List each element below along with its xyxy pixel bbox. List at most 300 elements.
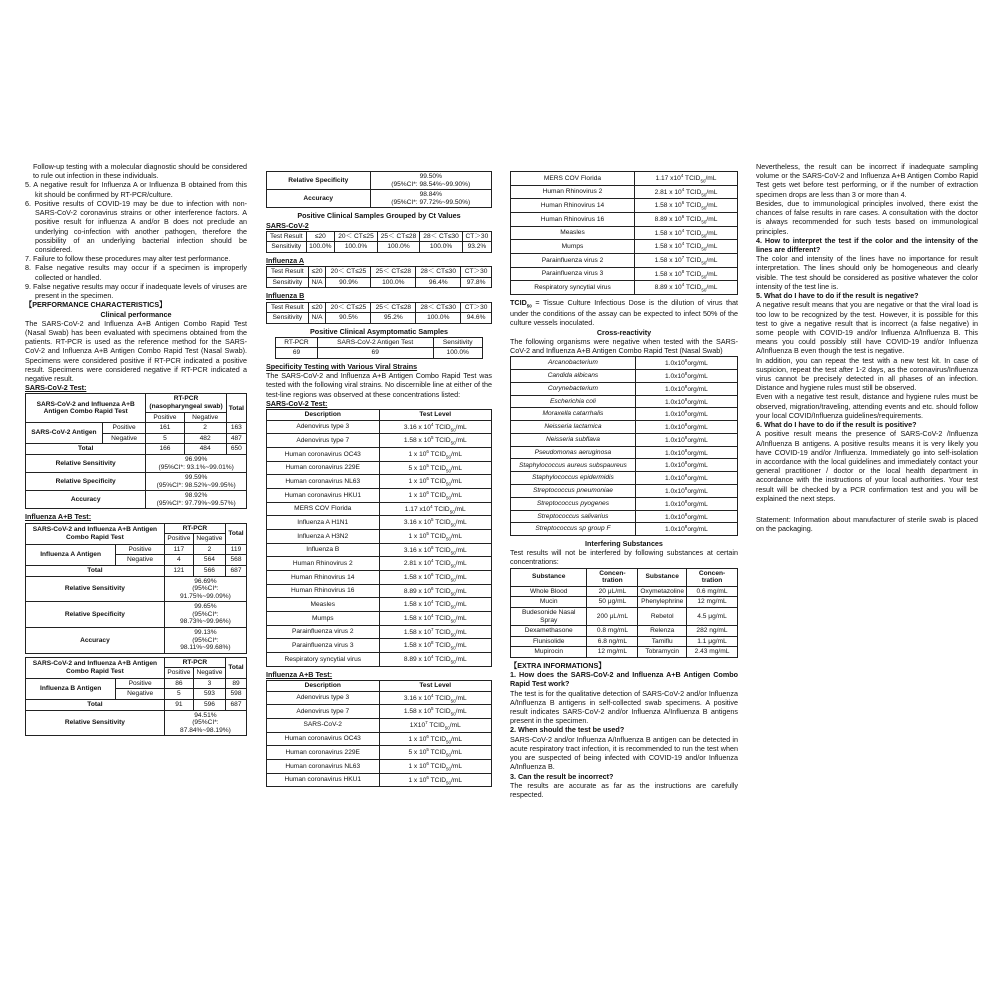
level-part: 1.0x10 (664, 449, 685, 457)
answer: Besides, due to immunological principles involved, there exist the chances of false results in rare cases. A consultation with the doctor is always recommended for such tests based on immunological principles. (756, 198, 978, 236)
level-part: 1.0x10 (664, 462, 685, 470)
level-cell (634, 199, 737, 213)
table-row (267, 461, 492, 475)
level-part: TCID (684, 243, 702, 251)
cell: 161 (146, 423, 184, 434)
level-cell (379, 773, 492, 787)
level-part: 50 (449, 509, 455, 515)
level-part: /mL (455, 708, 467, 716)
description-cell: Human Rhinovirus 2 (511, 185, 635, 199)
cell: 96.4% (416, 277, 461, 288)
level-part: 50 (701, 205, 707, 211)
level-part: 6 (426, 760, 429, 766)
level-part: 1.58 x 10 (403, 708, 431, 716)
level-part: org/mL (687, 462, 708, 470)
cell: 6.8 ng/mL (587, 636, 638, 647)
level-cell (635, 472, 737, 485)
table-header: 20＜ CT≤25 (335, 231, 378, 242)
level-part: /mL (455, 656, 467, 664)
level-part: 1 x 10 (408, 776, 427, 784)
tcid-note (510, 298, 738, 328)
cell: 121 (164, 565, 193, 576)
table-header: Substance (511, 568, 587, 586)
level-part: TCID (433, 560, 451, 568)
level-part: 8 (684, 434, 688, 440)
level-part: TCID (684, 229, 702, 237)
interfering-substances-table (510, 568, 738, 658)
organism-cell: Candida albicans (511, 370, 636, 383)
ci: (95%CI*: 98.11%~99.68%) (180, 636, 231, 652)
level-part: /mL (706, 284, 718, 292)
level-part: TCID (427, 722, 445, 730)
flub-performance-table (25, 657, 247, 737)
level-part: 4 (431, 558, 434, 564)
cell: Budesonide Nasal Spray (511, 608, 587, 626)
level-part: 1.0x10 (664, 513, 685, 521)
table-row (267, 612, 492, 626)
para: The SARS-CoV-2 and Influenza A+B Antigen Combo Rapid Test (Nasal Swab) has been evaluated with specimens obtained from the patients. RT-PCR is used as the reference method for the SARS-CoV-2 and Influenza A+B Antigen Combo Rapid Test (Nasal Swab). Specimens were considered positive if RT-PCR indicated a positive result. Specimens were considered negative if RT-PCR indicated a negative result. (25, 318, 247, 384)
table-header: Test Result (267, 231, 307, 242)
row-label: Relative Specificity (26, 602, 165, 628)
row-label: Accuracy (267, 190, 371, 208)
table-row (511, 408, 738, 421)
level-part: TCID (428, 776, 447, 784)
level-part: TCID (683, 175, 701, 183)
level-cell (379, 598, 492, 612)
cell: 487 (226, 433, 246, 444)
table-header: 28＜ CT≤30 (416, 267, 461, 278)
answer: SARS-CoV-2 and/or Influenza A/Influenza B antigen can be detected in acute respiratory tract infection, it is recommended to run the test when you are suspected of being infected with COVID-19 and/or Influenza A/Influenza B. (510, 734, 738, 772)
organism-cell: Streptococcus salivarius (511, 510, 636, 523)
level-part: 1 x 10 (408, 451, 427, 459)
cell: Dexamethasone (511, 626, 587, 637)
table-row (267, 571, 492, 585)
level-part: TCID (428, 451, 447, 459)
cell: 3 (193, 678, 225, 689)
level-part: 4 (431, 692, 434, 698)
table-title: Influenza A+B Test: (266, 669, 333, 679)
level-part: /mL (706, 243, 718, 251)
table-row (511, 608, 738, 626)
level-cell (634, 213, 737, 227)
level-part: TCID (433, 437, 451, 445)
level-part: 1X10 (409, 722, 426, 730)
row-label: Influenza B Antigen (26, 678, 116, 699)
organism-cell: Staphylococcus epidermidis (511, 472, 636, 485)
level-part: 50 (450, 427, 456, 433)
description-cell: Parainfluenza virus 3 (511, 267, 635, 281)
description-cell: Human coronavirus NL63 (267, 759, 380, 773)
level-part: /mL (455, 615, 467, 623)
level-part: /mL (451, 464, 463, 472)
para: Test results will not be interfered by following substances at certain concentrations: (510, 548, 738, 567)
cell: Negative (116, 555, 165, 566)
table-row (267, 598, 492, 612)
cell: Positive (116, 678, 164, 689)
level-part: org/mL (687, 500, 708, 508)
level-part: 2.81 x 10 (403, 560, 431, 568)
ct-sars-table (266, 231, 492, 253)
description-cell: Influenza B (267, 543, 380, 557)
level-part: 8 (681, 268, 685, 274)
level-part: 6 (426, 476, 429, 482)
table-row (267, 718, 492, 732)
cell: Sensitivity (267, 313, 309, 324)
table-header: 20＜ CT≤25 (326, 267, 371, 278)
value: 99.13% (194, 628, 217, 636)
cell: Negative (116, 689, 164, 700)
question: 4. How to interpret the test if the color and the intensity of the lines are different? (756, 235, 978, 254)
level-part: 8 (684, 422, 688, 428)
level-part: /mL (455, 423, 467, 431)
description-cell: Human Rhinovirus 2 (267, 557, 380, 571)
table-header: SARS-CoV-2 and Influenza A+B Antigen Combo Rapid Test (26, 523, 165, 544)
level-part: TCID (428, 735, 447, 743)
value: 99.50% (419, 173, 442, 180)
table-header: Total (226, 657, 247, 678)
level-part: /mL (455, 519, 467, 527)
level-cell (379, 571, 492, 585)
asymptomatic-table (275, 337, 483, 359)
level-part: TCID (684, 257, 702, 265)
description-cell: Human Rhinovirus 16 (267, 584, 380, 598)
level-part: /mL (451, 776, 463, 784)
level-part: /mL (455, 587, 467, 595)
level-part: 50 (446, 536, 452, 542)
table-header: Test Result (267, 302, 309, 313)
description-cell: Measles (511, 226, 635, 240)
table-row (267, 759, 492, 773)
cell: Flunisolide (511, 636, 587, 647)
list-item: 5. A negative result for Influenza A or Influenza B obtained from this kit should be confirmed by RT-PCR/culture. (25, 180, 247, 199)
level-part: 3.16 x 10 (403, 519, 431, 527)
level-part: 1.0x10 (664, 398, 685, 406)
level-cell (379, 420, 492, 434)
organism-cell: Escherichia coli (511, 395, 636, 408)
level-part: 7 (425, 719, 428, 725)
cell: 598 (226, 689, 247, 700)
table-title: SARS-CoV-2 (266, 220, 309, 230)
table-row (511, 382, 738, 395)
level-part: 5 (426, 531, 429, 537)
level-part: /mL (455, 642, 467, 650)
table-header: Concen-tration (587, 568, 638, 586)
level-cell (379, 705, 492, 719)
table-row (267, 502, 492, 516)
table-row (511, 281, 738, 295)
value: 94.51% (194, 711, 217, 719)
level-cell (634, 172, 737, 186)
level-part: org/mL (687, 513, 708, 521)
description-cell: SARS-CoV-2 (267, 718, 380, 732)
cell: 650 (226, 444, 246, 455)
tcid-desc: = Tissue Culture Infectious Dose is the dilution of virus that under the conditions of the assay can be expected to infect 50% of the culture vessels inoculated. (510, 298, 738, 328)
level-part: 1.58 x 10 (654, 229, 682, 237)
level-part: TCID (428, 533, 447, 541)
level-part: TCID (433, 628, 451, 636)
level-part: TCID (428, 749, 447, 757)
table-header: ≤20 (306, 231, 335, 242)
level-cell (379, 475, 492, 489)
level-part: /mL (451, 478, 463, 486)
cell: 97.8% (461, 277, 492, 288)
level-part: 7 (681, 255, 685, 261)
level-part: 50 (450, 645, 456, 651)
description-cell: Human coronavirus HKU1 (267, 773, 380, 787)
level-part: org/mL (687, 411, 708, 419)
level-cell (379, 746, 492, 760)
level-part: /mL (706, 188, 718, 196)
level-part: TCID (432, 505, 450, 513)
level-part: 1.58 x 10 (654, 270, 682, 278)
cell: 89 (226, 678, 247, 689)
level-part: 4 (431, 613, 434, 619)
cell: 50 μg/mL (587, 597, 638, 608)
table-header: SARS-CoV-2 and Influenza A+B Antigen Combo Rapid Test (26, 657, 165, 678)
level-part: 8 (684, 460, 688, 466)
level-part: 2.81 x 10 (654, 188, 682, 196)
table-row (267, 420, 492, 434)
cell: 90.9% (326, 277, 371, 288)
level-part: 3.16 x 10 (403, 694, 431, 702)
table-header: Positive (164, 534, 193, 545)
level-part: 50 (446, 739, 452, 745)
level-cell (379, 718, 492, 732)
description-cell: Human coronavirus OC43 (267, 448, 380, 462)
level-part: 50 (701, 219, 707, 225)
table-row (511, 254, 738, 268)
table-header: Description (267, 410, 380, 421)
table-row (511, 267, 738, 281)
level-part: 4 (680, 173, 684, 178)
table-row (267, 557, 492, 571)
cell: 100.0% (377, 242, 420, 253)
statement: Statement: Information about manufacturer of sterile swab is placed on the packaging. (756, 515, 978, 534)
level-part: 50 (450, 440, 456, 446)
table-row (511, 199, 738, 213)
question: 5. What do I have to do if the result is negative? (756, 291, 919, 301)
level-part: 1 x 10 (408, 478, 427, 486)
level-part: /mL (706, 270, 718, 278)
level-part: 1.58 x 10 (403, 437, 431, 445)
list-item: 9. False negative results may occur if inadequate levels of viruses are present in the specimen. (25, 281, 247, 301)
organism-cell: Arcanobacterium (511, 357, 636, 370)
level-part: 7 (431, 626, 434, 632)
level-part: 8 (684, 409, 688, 415)
cell: 93.2% (462, 242, 491, 253)
organism-cell: Streptococcus pneumoniae (511, 484, 636, 497)
table-row (511, 240, 738, 254)
level-part: 50 (701, 260, 707, 266)
level-cell (379, 653, 492, 667)
level-part: 50 (450, 591, 456, 597)
level-part: TCID (433, 708, 451, 716)
cell: 163 (226, 423, 246, 434)
level-part: TCID (428, 464, 447, 472)
level-part: 6 (681, 214, 685, 220)
level-part: /mL (455, 694, 467, 702)
level-part: 8.89 x 10 (654, 284, 682, 292)
cell: N/A (308, 313, 326, 324)
cell: 566 (193, 565, 225, 576)
cell: 100.0% (420, 242, 463, 253)
cell: 2 (184, 423, 226, 434)
level-part: 1.58 x 10 (403, 642, 431, 650)
level-cell (379, 543, 492, 557)
cell: 593 (193, 689, 225, 700)
cell: Rebetol (638, 608, 687, 626)
level-part: org/mL (687, 373, 708, 381)
value: 96.69% (194, 577, 217, 585)
level-part: 4 (431, 421, 434, 427)
table-row (267, 705, 492, 719)
cell: Tamiflu (638, 636, 687, 647)
table-header: Negative (193, 668, 225, 679)
level-part: 1.0x10 (664, 488, 685, 496)
level-part: TCID (684, 202, 702, 210)
cell: 4 (164, 555, 193, 566)
level-part: TCID (433, 574, 451, 582)
cell: 12 mg/mL (687, 597, 738, 608)
description-cell: Adenovirus type 3 (267, 691, 380, 705)
para: The SARS-CoV-2 and Influenza A+B Antigen Combo Rapid Test was tested with the following viral strains. No discernible line at either of the test-line regions was observed at these concentrations listed: (266, 371, 492, 399)
level-part: /mL (451, 533, 463, 541)
level-part: 6 (681, 200, 685, 206)
row-label: Accuracy (26, 627, 165, 653)
table-row (511, 626, 738, 637)
level-part: 3.16 x 10 (403, 546, 431, 554)
level-part: 8.89 x 10 (654, 216, 682, 224)
cell: 1.1 μg/mL (687, 636, 738, 647)
cell: 100.0% (433, 348, 482, 359)
level-part: TCID (433, 546, 451, 554)
ci: (95%CI*: 98.73%~99.96%) (180, 610, 231, 626)
level-part: 5 (426, 462, 429, 468)
table-row (511, 446, 738, 459)
description-cell: Human Rhinovirus 16 (511, 213, 635, 227)
level-part: 4 (681, 227, 685, 233)
flub-spec-table (266, 171, 492, 208)
level-part: TCID (428, 492, 447, 500)
level-part: /mL (451, 749, 463, 757)
table-title: SARS-CoV-2 Test: (25, 383, 87, 393)
level-part: /mL (455, 628, 467, 636)
answer: The test is for the qualitative detection of SARS-CoV-2 and/or Influenza A/Influenza B antigens in self-collected swab specimens. A positive result indicates SARS-CoV-2 and/or Influenza A/Influenza B antigens present in the specimen. (510, 688, 738, 726)
level-part: org/mL (687, 386, 708, 394)
organism-cell: Staphylococcus aureus subspaureus (511, 459, 636, 472)
answer: The results are accurate as far as the instructions are carefully respected. (510, 780, 738, 799)
level-part: 50 (701, 246, 707, 252)
cell: 4.5 μg/mL (687, 608, 738, 626)
level-part: 50 (450, 604, 456, 610)
table-header: SARS-CoV-2 and Influenza A+B Antigen Combo Rapid Test (26, 394, 146, 423)
list-item: 8. False negative results may occur if a specimen is improperly collected or handled. (25, 263, 247, 282)
row-label: Relative Specificity (267, 172, 371, 190)
cell: Sensitivity (267, 242, 307, 253)
level-part: 50 (446, 495, 452, 501)
description-cell: Human coronavirus NL63 (267, 475, 380, 489)
level-part: TCID (433, 656, 451, 664)
row-label: Relative Specificity (26, 473, 146, 491)
level-part: 5 (431, 517, 434, 523)
table-row (267, 475, 492, 489)
level-part: 8 (684, 371, 688, 377)
level-part: 1.0x10 (664, 386, 685, 394)
level-cell (635, 497, 737, 510)
table-header: ≤20 (308, 302, 326, 313)
sub-heading: Interfering Substances (585, 539, 663, 549)
cell: 91 (164, 700, 193, 711)
level-part: 1.0x10 (664, 424, 685, 432)
sars-performance-table (25, 393, 247, 509)
table-header: 28＜ CT≤30 (416, 302, 461, 313)
level-part: /mL (455, 437, 467, 445)
description-cell: Adenovirus type 7 (267, 705, 380, 719)
level-part: 6 (426, 490, 429, 496)
cell (164, 627, 246, 653)
level-cell (379, 759, 492, 773)
level-part: /mL (449, 722, 461, 730)
level-cell (635, 523, 737, 536)
level-cell (379, 502, 492, 516)
sub-heading: Positive Clinical Asymptomatic Samples (310, 326, 448, 336)
answer: A negative result means that you are negative or that the viral load is too low to be recognized by the test. However, it is possible for this test to give a negative result that is incorrect (a false negative) in some people with COVID-19 and/or Influenza A/Influenza B. This means you could possibly still have COVID-19 and/or Influenza A/Influenza B even though the test is negative. (756, 300, 978, 356)
question: 2. When should the test be used? (510, 725, 625, 735)
table-row (511, 647, 738, 658)
organism-cell: Corynebacterium (511, 382, 636, 395)
level-cell (635, 484, 737, 497)
table-row (267, 516, 492, 530)
level-part: org/mL (687, 424, 708, 432)
table-title: Influenza A+B Test: (25, 512, 92, 522)
level-part: 1 x 10 (408, 533, 427, 541)
cell: 564 (193, 555, 225, 566)
level-part: /mL (706, 229, 718, 237)
table-row (511, 523, 738, 536)
cell: 5 (146, 433, 184, 444)
table-row (511, 185, 738, 199)
level-part: 1 x 10 (408, 763, 427, 771)
level-part: TCID (684, 216, 702, 224)
level-part: 6 (431, 585, 434, 591)
level-part: 8 (684, 358, 688, 364)
table-row (267, 653, 492, 667)
cell (164, 602, 246, 628)
table-row (511, 395, 738, 408)
table-row (511, 636, 738, 647)
level-cell (635, 357, 737, 370)
level-part: 1.0x10 (664, 437, 685, 445)
level-part: TCID (433, 642, 451, 650)
level-part: 8.89 x 10 (403, 656, 431, 664)
description-cell: Mumps (267, 612, 380, 626)
level-part: /mL (455, 601, 467, 609)
cell: 166 (146, 444, 184, 455)
table-title: SARS-CoV-2 Test: (266, 398, 328, 408)
sub-heading: Clinical performance (100, 309, 172, 319)
description-cell: Mumps (511, 240, 635, 254)
table-header: RT-PCR (164, 657, 225, 668)
level-part: 8 (684, 511, 688, 517)
row-label: Relative Sensitivity (26, 454, 146, 472)
level-part: 50 (450, 698, 456, 704)
table-row (511, 370, 738, 383)
level-part: 50 (450, 632, 456, 638)
level-part: TCID (428, 478, 447, 486)
level-part: 1.58 x 10 (654, 202, 682, 210)
table-row (511, 510, 738, 523)
level-part: 50 (701, 274, 707, 280)
